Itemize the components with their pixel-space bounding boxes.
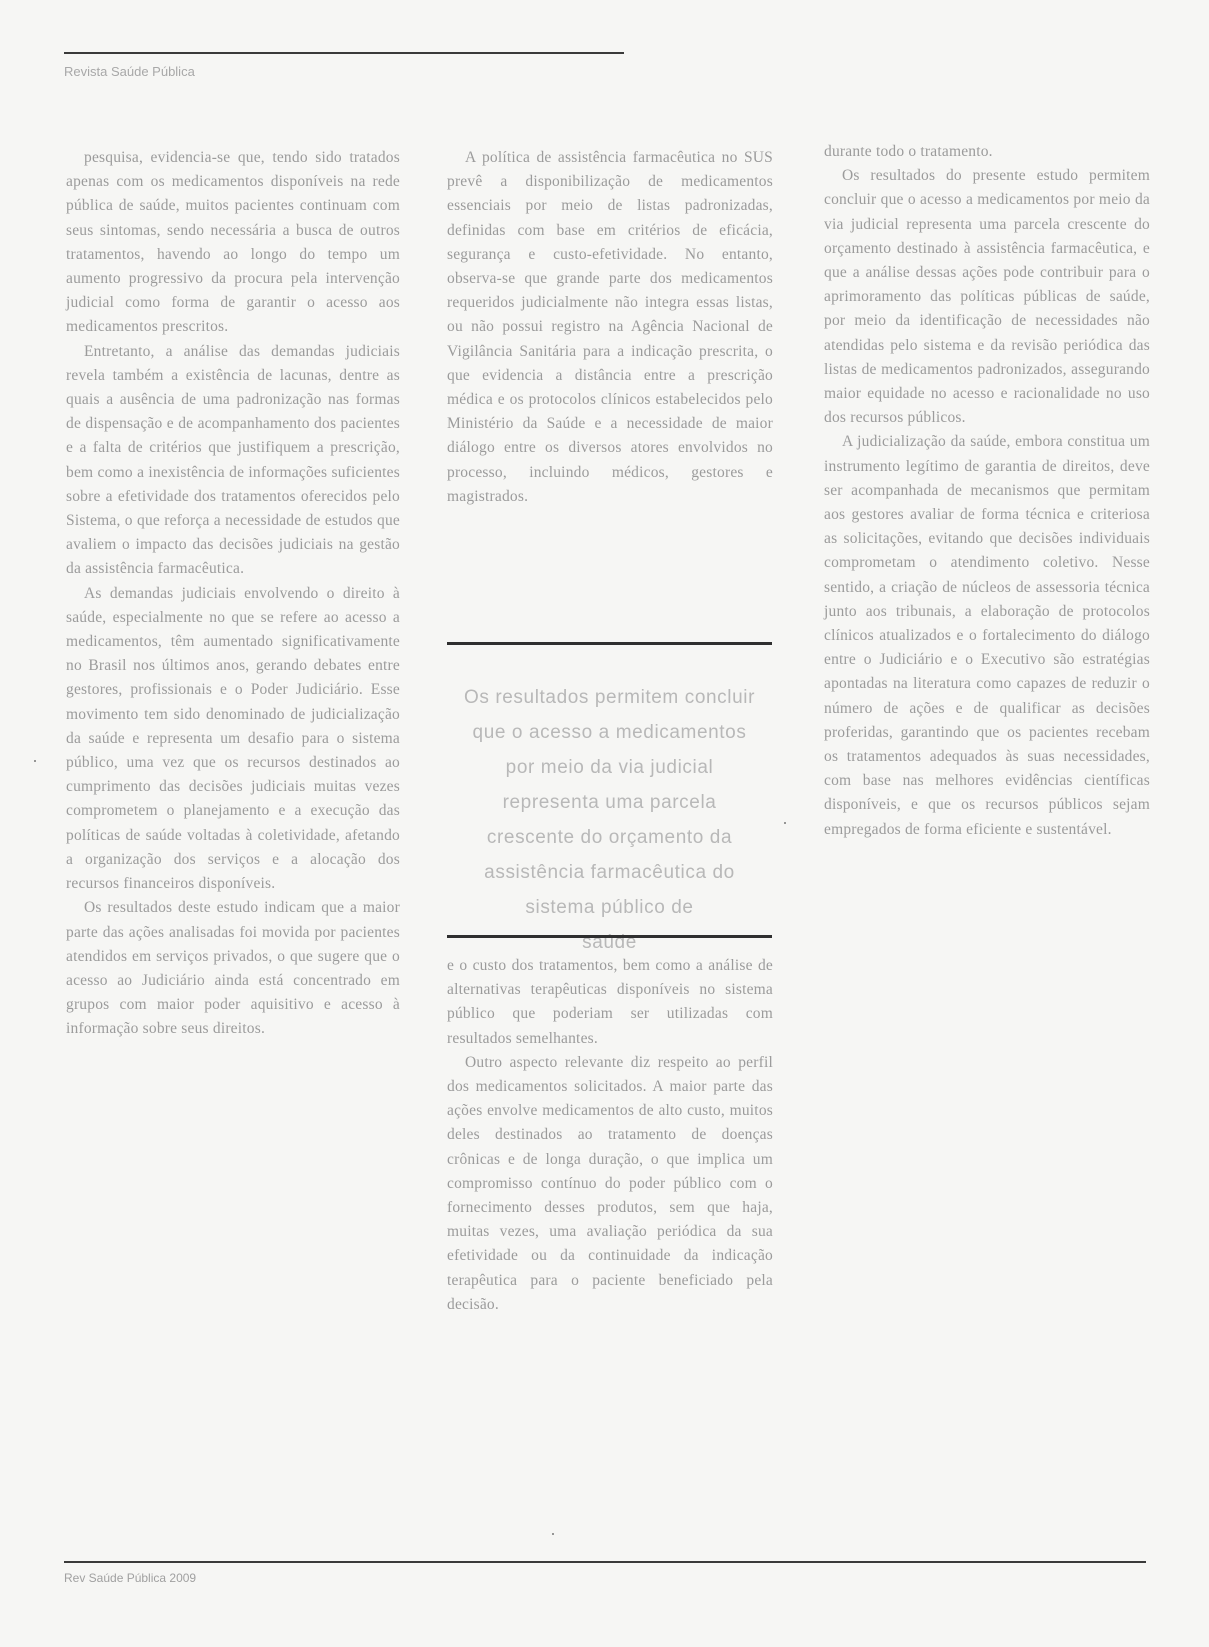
footer-text: Rev Saúde Pública 2009 — [64, 1571, 197, 1585]
column-2-top — [447, 146, 773, 509]
pullquote-line: representa uma parcela — [502, 792, 717, 813]
paragraph: As demandas judiciais envolvendo o direito à saúde, especialmente no que se refere ao acesso a medicamentos, têm aumentado significativamente no Brasil nos últimos anos, gerando debates entre gestores, profissionais e o Poder Judiciário. Esse movimento tem sido denominado de judicialização da saúde e representa um desafio para o sistema público, uma vez que os recursos destinados ao cumprimento das decisões judiciais muitas vezes comprometem o planejamento e a execução das políticas de saúde voltadas à coletividade, afetando a organização dos serviços e a alocação dos recursos financeiros disponíveis. — [66, 584, 400, 893]
paragraph: pesquisa, evidencia-se que, tendo sido tratados apenas com os medicamentos disponíveis na rede pública de saúde, muitos pacientes continuam com seus sintomas, sendo necessária a busca de outros tratamentos, havendo ao longo do tempo um aumento progressivo da procura pela intervenção judicial como forma de garantir o acesso aos medicamentos prescritos. — [66, 149, 400, 336]
column-1 — [66, 146, 400, 1042]
column-2-bottom — [447, 954, 773, 1317]
header-rule — [64, 52, 624, 54]
paragraph: A judicialização da saúde, embora constitua um instrumento legítimo de garantia de direitos, deve ser acompanhada de mecanismos que permitam aos gestores avaliar de forma técnica e criteriosa as solicitações, evitando que decisões individuais comprometam o atendimento coletivo. Nesse sentido, a criação de núcleos de assessoria técnica junto aos tribunais, a elaboração de protocolos clínicos atualizados e o fortalecimento do diálogo entre o Judiciário e o Executivo são estratégias apontadas na literatura como capazes de reduzir o número de ações e de qualificar as decisões proferidas, garantindo que os pacientes recebam os tratamentos adequados às suas necessidades, com base nas melhores evidências científicas disponíveis, e que os recursos públicos sejam empregados de forma eficiente e sustentável. — [824, 433, 1150, 838]
pullquote-line: por meio da via judicial — [505, 757, 714, 778]
paragraph: Outro aspecto relevante diz respeito ao perfil dos medicamentos solicitados. A maior parte das ações envolve medicamentos de alto custo, muitos deles destinados ao tratamento de doenças crônicas e de longa duração, o que implica um compromisso contínuo do poder público com o fornecimento desses produtos, sem que haja, muitas vezes, uma avaliação periódica da sua efetividade ou da continuidade da indicação terapêutica para o paciente beneficiado pela decisão. — [447, 1053, 773, 1313]
pullquote-line: assistência farmacêutica do — [484, 862, 735, 883]
paragraph: Entretanto, a análise das demandas judiciais revela também a existência de lacunas, dentre as quais a ausência de uma padronização nas formas de dispensação e de acompanhamento dos pacientes e a falta de critérios que justifiquem a prescrição, bem como a inexistência de informações suficientes sobre a efetividade dos tratamentos oferecidos pelo Sistema, o que reforça a necessidade de estudos que avaliem o impacto das decisões judiciais na gestão da assistência farmacêutica. — [66, 342, 400, 578]
pullquote-line: Os resultados permitem concluir — [463, 687, 756, 708]
paragraph: Os resultados deste estudo indicam que a maior parte das ações analisadas foi movida por pacientes atendidos em serviços privados, o que sugere que o acesso ao Judiciário ainda está concentrado em grupos com maior poder aquisitivo e acesso à informação sobre seus direitos. — [66, 899, 400, 1038]
pullquote-rule-bottom — [447, 935, 772, 938]
paragraph: e o custo dos tratamentos, bem como a análise de alternativas terapêuticas disponíveis no sistema público que poderiam ser utilizadas com resultados semelhantes. — [447, 957, 773, 1047]
paragraph: durante todo o tratamento. — [824, 143, 993, 160]
scan-speck — [552, 1533, 554, 1535]
column-3 — [824, 140, 1150, 842]
pullquote-line: sistema público de — [525, 897, 694, 918]
pullquote-line: que o acesso a medicamentos — [472, 722, 747, 743]
footer-rule — [64, 1561, 1146, 1563]
pullquote-rule-top — [447, 642, 772, 645]
scan-speck — [784, 822, 786, 824]
pullquote — [447, 680, 772, 960]
paragraph: A política de assistência farmacêutica no SUS prevê a disponibilização de medicamentos essenciais por meio de listas padronizadas, definidas com base em critérios de eficácia, segurança e custo-efetividade. No entanto, observa-se que grande parte dos medicamentos requeridos judicialmente não integra essas listas, ou não possui registro na Agência Nacional de Vigilância Sanitária para a indicação prescrita, o que evidencia a distância entre a prescrição médica e os protocolos clínicos estabelecidos pelo Ministério da Saúde e a necessidade de maior diálogo entre os diversos atores envolvidos no processo, incluindo médicos, gestores e magistrados. — [447, 149, 773, 505]
pullquote-line: saúde — [582, 932, 637, 953]
running-head: Revista Saúde Pública — [64, 64, 195, 79]
paragraph: Os resultados do presente estudo permitem concluir que o acesso a medicamentos por meio da via judicial representa uma parcela crescente do orçamento destinado à assistência farmacêutica, e que a análise dessas ações pode contribuir para o aprimoramento das políticas públicas de saúde, por meio da identificação de necessidades não atendidas pelo sistema e da revisão periódica das listas de medicamentos padronizados, assegurando maior equidade no acesso e racionalidade no uso dos recursos públicos. — [824, 167, 1150, 427]
pullquote-line: crescente do orçamento da — [486, 827, 733, 848]
scan-speck — [34, 760, 36, 762]
